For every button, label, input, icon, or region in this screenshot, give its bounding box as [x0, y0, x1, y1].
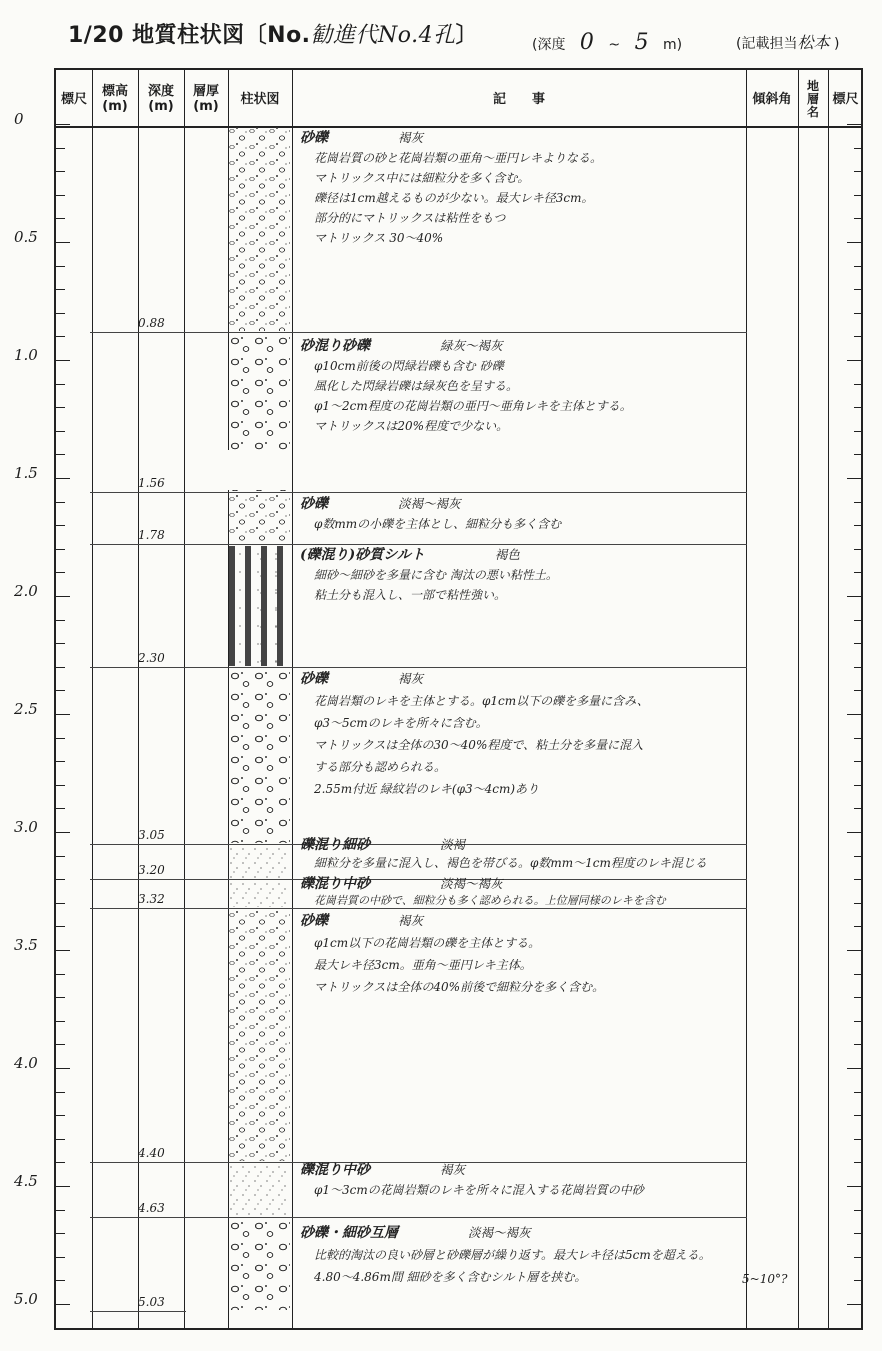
scale-label: 0 [14, 110, 24, 128]
scale-tick-right [854, 856, 863, 857]
scale-tick [56, 903, 65, 904]
scale-tick [56, 502, 65, 503]
scale-tick [56, 714, 70, 715]
layer-depth: 5.03 [138, 1295, 165, 1310]
scale-label: 2.5 [14, 700, 38, 718]
lithology-column [228, 450, 290, 490]
layer-depth: 0.88 [138, 315, 165, 330]
lithology-column [228, 910, 290, 1162]
scale-label: 3.5 [14, 936, 38, 954]
scale-tick [56, 950, 70, 951]
scale-tick [56, 360, 70, 361]
scale-tick-right [854, 903, 863, 904]
scale-tick-right [854, 974, 863, 975]
layer-description-2 [300, 336, 745, 436]
scale-tick [56, 1021, 65, 1022]
scale-tick-right [854, 171, 863, 172]
scale-tick-right [854, 1257, 863, 1258]
layer-description-6 [300, 836, 745, 872]
scale-tick [56, 643, 65, 644]
layer-line: 細砂～細砂を多量に含む 淘汰の悪い粘性土。 [314, 568, 558, 582]
scale-label: 4.5 [14, 1172, 38, 1190]
layer-depth: 1.56 [138, 476, 165, 491]
layer-head-1: 砂礫 [300, 130, 328, 146]
layer-description-4 [300, 545, 745, 605]
lithology-column [228, 846, 290, 878]
layer-description-9 [300, 1160, 745, 1200]
scale-tick-right [854, 431, 863, 432]
scale-tick-right [854, 620, 863, 621]
layer-line: マトリックス 30～40% [314, 231, 444, 245]
layer-line: 最大レキ径3cm。亜角～亜円レキ主体。 [314, 958, 532, 972]
scale-tick [56, 384, 65, 385]
scale-tick [56, 1115, 65, 1116]
depth-unit: m) [663, 37, 683, 53]
header-depth [138, 70, 184, 128]
scale-tick-right [854, 407, 863, 408]
lithology-column [228, 126, 290, 331]
scale-tick-right [854, 572, 863, 573]
scale-tick [56, 738, 65, 739]
scale-tick [56, 856, 65, 857]
scale-tick-right [854, 195, 863, 196]
col-divider-6 [746, 70, 747, 1328]
scale-tick-right [854, 148, 863, 149]
scale-tick [56, 785, 65, 786]
scale-tick-right [854, 549, 863, 550]
scale-tick-right [854, 690, 863, 691]
layer-boundary [90, 332, 747, 333]
lithology-column [228, 881, 290, 906]
scale-tick-right [854, 1139, 863, 1140]
scale-tick [56, 808, 65, 809]
layer-line: 花崗岩質の中砂で、細粒分も多く認められる。上位層同様のレキを含む [314, 894, 666, 907]
layer-depth: 1.78 [138, 528, 165, 543]
layer-line: 花崗岩質の砂と花崗岩類の亜角～亜円レキよりなる。 [314, 151, 603, 165]
layer-boundary [90, 492, 747, 493]
header-thickness [184, 70, 228, 128]
page-title [68, 18, 478, 49]
scale-tick [56, 572, 65, 573]
header-description: 記 事 [492, 91, 545, 107]
lithology-column [228, 1219, 290, 1310]
scale-tick [56, 242, 70, 243]
scale-label: 2.0 [14, 582, 38, 600]
scale-tick-right [854, 289, 863, 290]
depth-from: 0 [579, 30, 594, 55]
layer-head-2: 砂混り砂礫 [300, 338, 370, 354]
scale-tick [56, 336, 65, 337]
scale-tick-right [847, 714, 861, 715]
scale-tick-right [847, 596, 861, 597]
scale-tick [56, 1257, 65, 1258]
scale-tick [56, 1092, 65, 1093]
scale-label: 3.0 [14, 818, 38, 836]
layer-line: 礫径は1cm越えるものが少ない。最大レキ径3cm。 [314, 191, 594, 205]
lithology-column [228, 494, 290, 543]
layer-depth: 3.20 [138, 863, 165, 878]
layer-line: φ1～3cmの花崗岩類のレキを所々に混入する花崗岩質の中砂 [314, 1183, 644, 1197]
scale-tick [56, 1210, 65, 1211]
layer-line: φ1cm以下の花崗岩類の礫を主体とする。 [314, 936, 541, 950]
scale-tick-right [854, 454, 863, 455]
layer-color-3: 淡褐～褐灰 [398, 496, 461, 511]
layer-line: φ10cm前後の閃緑岩礫も含む 砂礫 [314, 359, 504, 373]
header-thickness-unit: (m) [193, 99, 219, 114]
header-dip: 傾斜角 [752, 91, 792, 107]
col-divider-8 [828, 70, 829, 1328]
layer-description-5 [300, 668, 745, 800]
col-divider-5 [292, 70, 293, 1328]
scale-tick-right [854, 1021, 863, 1022]
scale-tick [56, 1186, 70, 1187]
header-elevation-label: 標高 [101, 84, 128, 99]
layer-line: φ数mmの小礫を主体とし、細粒分も多く含む [314, 517, 562, 531]
layer-color-9: 褐灰 [440, 1162, 466, 1177]
scale-label: 1.0 [14, 346, 38, 364]
scale-label: 4.0 [14, 1054, 38, 1072]
scale-tick [56, 690, 65, 691]
scale-tick [56, 926, 65, 927]
scale-tick-right [847, 832, 861, 833]
scale-tick [56, 596, 70, 597]
layer-head-5: 砂礫 [300, 671, 328, 687]
scale-tick [56, 997, 65, 998]
layer-line: マトリックスは全体の30～40%程度で、粘土分を多量に混入 [314, 738, 644, 752]
scale-tick-right [847, 950, 861, 951]
scale-tick [56, 313, 65, 314]
layer-description-7 [300, 876, 745, 909]
scale-tick-right [847, 478, 861, 479]
layer-line: 風化した閃緑岩礫は緑灰色を呈する。 [314, 379, 519, 393]
layer-depth: 3.32 [138, 891, 165, 906]
scale-tick-right [854, 1044, 863, 1045]
scale-tick-right [854, 879, 863, 880]
layer-description-1 [300, 128, 745, 248]
layer-color-1: 褐灰 [398, 130, 424, 145]
scale-tick-right [854, 997, 863, 998]
scale-tick-right [847, 1068, 861, 1069]
layer-depth: 3.05 [138, 827, 165, 842]
scale-tick [56, 266, 65, 267]
layer-line: 部分的にマトリックスは粘性をもつ [314, 211, 506, 225]
scale-tick [56, 431, 65, 432]
scale-tick-right [854, 643, 863, 644]
scale-tick-right [847, 1186, 861, 1187]
scale-tick [56, 1139, 65, 1140]
scale-tick-right [854, 1162, 863, 1163]
layer-line: 4.80～4.86m間 細砂を多く含むシルト層を挟む。 [314, 1270, 587, 1284]
title-hole: 勧進代No.4孔 [310, 23, 456, 48]
layer-color-4: 褐色 [494, 547, 520, 562]
dip-value: 5~10°? [742, 1272, 788, 1286]
layer-line: マトリックス中には細粒分を多く含む。 [314, 171, 530, 185]
scale-tick-right [854, 1280, 863, 1281]
layer-line: マトリックスは全体の40%前後で細粒分を多く含む。 [314, 980, 605, 994]
layer-description-3 [300, 494, 745, 534]
scale-tick [56, 1304, 70, 1305]
title-close: 〕 [455, 23, 479, 48]
layer-depth: 4.40 [138, 1146, 165, 1161]
scale-tick-right [854, 266, 863, 267]
layer-depth: 2.30 [138, 650, 165, 665]
col-divider-3 [184, 70, 185, 1328]
header-scale: 標尺 [60, 91, 87, 107]
scale-tick-right [854, 336, 863, 337]
layer-description-8 [300, 910, 745, 998]
layer-depth: 4.63 [138, 1200, 165, 1215]
scale-tick-right [854, 926, 863, 927]
scale-tick [56, 407, 65, 408]
col-divider-1 [92, 70, 93, 1328]
scale-tick-right [847, 360, 861, 361]
scale-tick [56, 1280, 65, 1281]
layer-head-3: 砂礫 [300, 496, 328, 512]
scale-tick-right [854, 1092, 863, 1093]
scale-tick-right [847, 242, 861, 243]
scale-label: 5.0 [14, 1290, 38, 1308]
recorder-prefix: (記載担当 [736, 36, 798, 52]
layer-line: 比較的淘汰の良い砂層と砂礫層が繰り返す。最大レキ径は5cmを超える。 [314, 1248, 711, 1262]
header-elevation [92, 70, 138, 128]
scale-tick [56, 549, 65, 550]
scale-tick [56, 218, 65, 219]
layer-head-9: 礫混り中砂 [300, 1162, 370, 1178]
scale-tick [56, 289, 65, 290]
recorder [736, 30, 839, 53]
layer-line: 花崗岩類のレキを主体とする。φ1cm以下の礫を多量に含み、 [314, 694, 649, 708]
scale-tick [56, 1233, 65, 1234]
scale-tick [56, 879, 65, 880]
layer-color-7: 淡褐～褐灰 [440, 876, 503, 891]
col-divider-7 [798, 70, 799, 1328]
header-thickness-label: 層厚 [192, 84, 219, 99]
scale-tick [56, 454, 65, 455]
layer-line: する部分も認められる。 [314, 760, 447, 774]
lithology-column [228, 1164, 290, 1215]
scale-tick-right [854, 525, 863, 526]
scale-tick [56, 148, 65, 149]
scale-tick-right [854, 808, 863, 809]
layer-color-5: 褐灰 [398, 671, 424, 686]
recorder-suffix: ) [833, 36, 840, 52]
scale-tick-right [847, 1304, 861, 1305]
scale-tick-right [854, 218, 863, 219]
layer-line: マトリックスは20%程度で少ない。 [314, 419, 509, 433]
layer-head-10: 砂礫・細砂互層 [300, 1225, 398, 1241]
scale-label: 1.5 [14, 464, 38, 482]
layer-line: 細粒分を多量に混入し、褐色を帯びる。φ数mm～1cm程度のレキ混じる [314, 856, 707, 870]
scale-tick-right [854, 1210, 863, 1211]
scale-tick-right [854, 1115, 863, 1116]
col-divider-2 [138, 70, 139, 1328]
scale-tick [56, 195, 65, 196]
header-scale-right: 標尺 [832, 91, 859, 107]
scale-tick [56, 1044, 65, 1045]
scale-label: 0.5 [14, 228, 38, 246]
depth-sep: ~ [608, 37, 621, 53]
layer-description-10 [300, 1222, 745, 1288]
layer-head-7: 礫混り中砂 [300, 876, 370, 892]
layer-color-2: 緑灰～褐灰 [440, 338, 503, 353]
header-elevation-unit: (m) [102, 99, 128, 114]
layer-head-4: (礫混り)砂質シルト [300, 547, 425, 563]
layer-line: 粘土分も混入し、一部で粘性強い。 [314, 588, 507, 602]
scale-tick [56, 761, 65, 762]
layer-line: 2.55m付近 緑紋岩のレキ(φ3～4cm)あり [314, 782, 540, 796]
scale-tick-right [854, 761, 863, 762]
scale-tick [56, 1068, 70, 1069]
scale-tick-right [854, 667, 863, 668]
title-text: 地質柱状図 [132, 23, 245, 48]
header-column: 柱状図 [240, 91, 280, 107]
lithology-column [228, 669, 290, 843]
layer-line: φ1～2cm程度の花崗岩類の亜円～亜角レキを主体とする。 [314, 399, 632, 413]
layer-head-8: 砂礫 [300, 913, 328, 929]
layer-boundary [90, 1311, 186, 1312]
header-formation: 地層名 [806, 78, 819, 119]
scale-tick [56, 974, 65, 975]
header-depth-unit: (m) [148, 99, 174, 114]
scale-tick [56, 525, 65, 526]
depth-range [532, 30, 682, 55]
layer-color-6: 淡褐 [440, 837, 466, 852]
scale-tick-right [854, 785, 863, 786]
scale-tick [56, 1162, 65, 1163]
recorder-name: 松本 [797, 33, 830, 52]
scale-tick-right [854, 313, 863, 314]
scale-tick-right [854, 1233, 863, 1234]
scale-tick [56, 478, 70, 479]
scale-tick [56, 620, 65, 621]
scale-tick [56, 832, 70, 833]
scale-tick [56, 171, 65, 172]
scale-tick-right [847, 124, 861, 125]
layer-boundary [90, 1217, 747, 1218]
layer-color-10: 淡褐～褐灰 [468, 1225, 531, 1240]
depth-prefix: (深度 [532, 37, 566, 53]
scale-tick-right [854, 384, 863, 385]
layer-head-6: 礫混り細砂 [300, 837, 370, 853]
depth-to: 5 [634, 30, 649, 55]
scale-tick [56, 667, 65, 668]
layer-line: φ3～5cmのレキを所々に含む。 [314, 716, 488, 730]
title-no: 〔No. [244, 23, 311, 48]
layer-color-8: 褐灰 [398, 913, 424, 928]
header-depth-label: 深度 [147, 84, 174, 99]
scale-tick-right [854, 738, 863, 739]
scale-tick [56, 124, 70, 125]
scale-tick-right [854, 502, 863, 503]
lithology-column [228, 546, 290, 666]
title-scale: 1/20 [68, 23, 124, 48]
